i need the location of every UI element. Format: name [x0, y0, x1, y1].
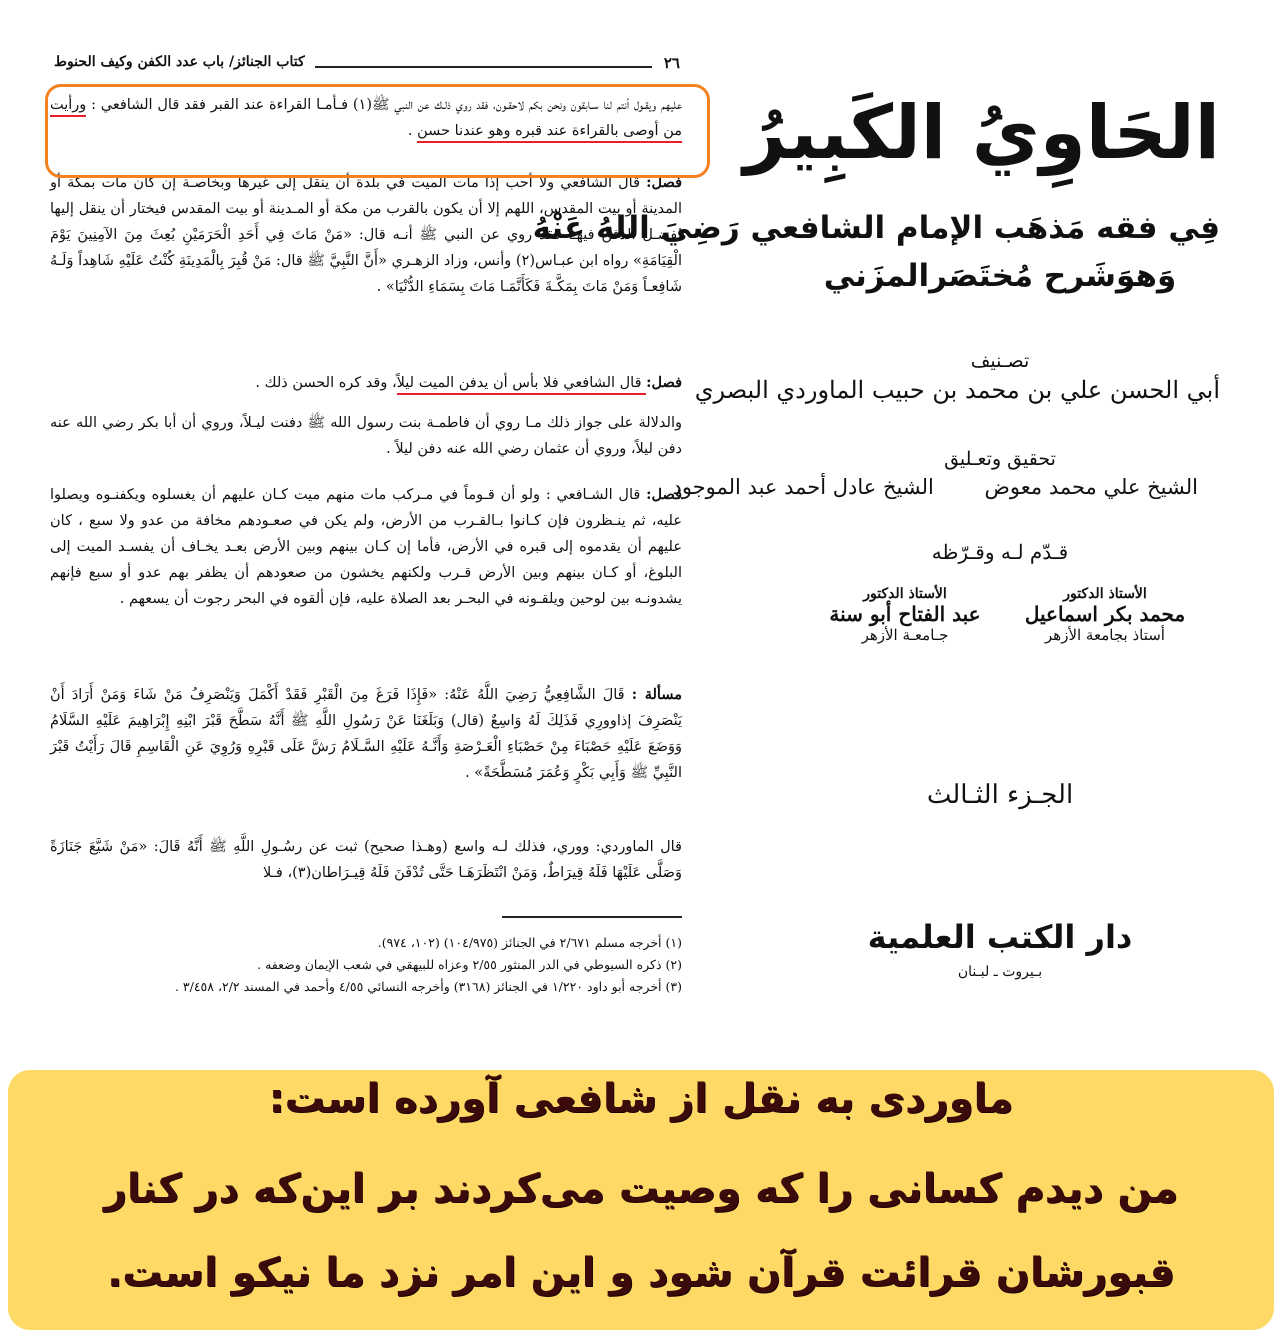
paragraph-mawardi — [50, 834, 682, 886]
paragraph-text: والدلالة على جواز ذلك مـا روي أن فاطمـة بنت رسول الله ﷺ دفنت ليـلاً، وروي أن أبا بكر رضي الله عنه دفن ليلاً، وروي أن عثمان رضي الله عنه دفن ليلاً . — [50, 415, 682, 457]
paragraph-fasl-2 — [50, 370, 682, 396]
header-rule — [315, 66, 652, 68]
paragraph-text: قال الماوردي: ووري، فذلك لـه واسع (وهـذا صحيح) ثبت عن رسُـولِ اللَّهِ ﷺ أَنَّهُ قَالَ: «مَنْ شَيَّعَ جَنَازَةً وَصَلَّى عَلَيْهَا فَلَهُ قِيرَاطٌ، وَمَنْ انْتَظَرَهَـا حَتَّى تُدْفَنَ فَلَهُ قِيـرَاطان(٣)، فـلا — [50, 839, 682, 881]
paragraph-text: عليهم ويقـول أنتم لنا سـابقون ونحن بكم لاحقـون، فقد روي ذلـك عن النبي ﷺ(١) فـأمـا القراءة عند القبر فقد قال الشافعي : — [86, 97, 683, 113]
volume-label: الجـزء الثـالث — [926, 780, 1074, 810]
paragraph-text: قال الشـافعي : ولو أن قـوماً في مـركب مات منهم ميت كـان عليهم أن يغسلوه ويكفنـوه ويصلوا عليه، ثم ينـظرون فإن كـانوا بـالقـرب من الأرض، ولم يكن في صعـودهم مخافة من عدو ولا سبع ، كان عليهم أن يقدموه إلى قبره في الأرض، فأما إن كـان بينهم وبين الأرض بعـد يخـاف أن يفسـد الميت إلى البلوغ، أو كـان بينهم وبين الأرض قـرب ولكنهم يخشون من صعودهم أن يظفر بهم عدو أو سبع فإنهم يشدونـه بين لوحين ويلقـونه في البحـر بعد الصلاة عليه، فإن ألقوه في البحر رجوت أن يسعهم . — [50, 487, 682, 607]
professor-title: الأستاذ الدكتور — [1063, 586, 1147, 602]
underlined-quote: ورأيت من أوصى بالقراءة عند قبره وهو عندنا حسن — [50, 97, 682, 143]
professor-affiliation: أستاذ بجامعة الأزهر — [1045, 626, 1165, 644]
foreword-label: قـدّم لـه وقـرّظه — [931, 540, 1069, 564]
editor-name: الشيخ عادل أحمد عبد الموجود — [672, 475, 934, 499]
book-page-left — [50, 50, 690, 1040]
underlined-quote: قال الشافعي فلا بأس أن يدفن الميت ليلاً — [397, 375, 647, 395]
running-title: كتاب الجنائز/ باب عدد الكفن وكيف الحنوط — [54, 54, 305, 70]
paragraph-tail: . — [407, 123, 418, 139]
page-number: ٢٦ — [663, 54, 680, 72]
editors — [672, 475, 1220, 499]
professor-name: عبد الفتاح أبو سنة — [829, 602, 981, 626]
footnote: (٢) ذكره السيوطي في الدر المنثور ٢/٥٥ وعزاه للبيهقي في شعب الإيمان وضعفه . — [257, 957, 682, 972]
author-name: أبي الحسن علي بن محمد بن حبيب الماوردي البصري — [694, 376, 1220, 404]
paragraph-masala — [50, 682, 682, 786]
author-label: تصـنيف — [970, 350, 1030, 372]
editor-name: الشيخ علي محمد معوض — [984, 475, 1198, 499]
footnote-rule — [502, 916, 682, 918]
book-title: الحَاوِيُ الكَبِيرُ — [743, 90, 1220, 176]
section-lead: فصل: — [646, 374, 682, 391]
section-lead: فصل: — [646, 174, 682, 191]
caption-line: ماوردی به نقل از شافعی آورده است: — [268, 1076, 1014, 1122]
section-lead: فصل: — [646, 486, 682, 503]
professor — [820, 586, 990, 644]
paragraph-evidence — [50, 410, 682, 462]
professor — [1020, 586, 1190, 644]
highlight-box — [45, 84, 710, 178]
publisher-place: بـيروت ـ لبـنان — [957, 964, 1043, 980]
book-subtitle-2: وَهوَشَرح مُختَصَرالمزَني — [823, 258, 1177, 294]
translation-caption — [8, 1070, 1274, 1330]
paragraph-text: ، وقد كره الحسن ذلك . — [255, 375, 397, 391]
footnotes — [50, 932, 682, 998]
paragraph-text: قَالَ الشَّافِعِيُّ رَضِيَ اللَّهُ عَنْهُ: «فَإِذَا فَرَغَ مِنَ الْقَبْرِ فَقَدْ أَكْمَلَ وَيَنْصَرِفُ مَنْ شَاءَ وَمَنْ أَرَادَ أَنْ يَنْصَرِفَ إذاوورِي فَذَلِكَ لَهُ وَاسِعٌ (قال) وَبَلَغَنَا عَنْ رَسُولِ اللَّهِ ﷺ أَنَّهُ سَطَّحَ قَبْرَ ابْنِهِ إِبْرَاهِيمَ عَلَيْهِ السَّلَامُ وَوَضَعَ عَلَيْهِ حَصْبَاءَ مِنْ حَصْبَاءِ الْعَـرْصَةِ وَأَنَّـهُ عَلَيْهِ السَّـلَامُ رَشَّ عَلَى قَبْرِهِ وَرُوِيَ عَنِ الْقَاسِمِ قَالَ رَأَيْتُ قَبْرَ النَّبِيِّ ﷺ وَأَبِي بَكْرٍ وَعُمَرَ مُسَطَّحَةً» . — [50, 687, 682, 781]
caption-line: من دیدم کسانی را که وصیت می‌کردند بر این‌که در کنار — [103, 1166, 1179, 1212]
paragraph-text: قال الشافعي ولا أحب إذا مات الميت في بلدة أن ينقل إلى غيرها وبخاصـة إن كان مات بمكة أو المدينة أو بيت المقدس، اللهم إلا أن يكون بالقرب من مكة أو المـدينة أو بيت المقدس فيختار أن ينقل إليها لفضـل الدفن فيهـا فقد روي عن النبي ﷺ أنـه قال: «مَنْ مَاتَ فِي أَحَدِ الْحَرَمَيْنِ بُعِثَ مِنَ الآمِنِينَ يَوْمَ الْقِيَامَةِ» رواه ابن عبـاس(٢) وأنس، وزاد الزهـري «أَنَّ النَّبِيَّ ﷺ قال: مَنْ قُبِرَ بِالْمَدِينَةِ كُنْتُ عَلَيْهِ شَاهِداً وَلَـهُ شَافِعـاً وَمَنْ مَاتَ بِمَكَّـةَ فَكَأَنَّمَـا مَاتَ بِسَمَاءِ الدُّنْيَا» . — [50, 175, 682, 295]
publisher-logo: دار الكتب العلمية — [867, 918, 1133, 956]
running-header — [50, 54, 680, 76]
section-lead: مسألة : — [631, 686, 683, 703]
editing-label: تحقيق وتعـليق — [944, 448, 1056, 470]
professor-affiliation: جـامعـة الأزهر — [861, 626, 949, 644]
paragraph-fasl-3 — [50, 482, 682, 612]
caption-line: قبورشان قرائت قرآن شود و این امر نزد ما نیکو است. — [107, 1250, 1175, 1296]
book-subtitle: فِي فقه مَذهَب الإمام الشافعي رَضِيَ اللهُ عَنْهُ — [532, 210, 1220, 246]
footnote: (١) أخرجه مسلم ٢/٦٧١ في الجنائز (١٠٤/٩٧٥) (١٠٢، ٩٧٤). — [377, 935, 682, 950]
professor-name: محمد بكر اسماعيل — [1024, 602, 1186, 626]
footnote: (٣) أخرجه أبو داود ١/٢٢٠ في الجنائز (٣١٦٨) وأخرجه النسائي ٤/٥٥ وأحمد في المسند ٢/٢، ٣/٤٥٨ . — [174, 979, 682, 994]
professor-title: الأستاذ الدكتور — [863, 586, 947, 602]
